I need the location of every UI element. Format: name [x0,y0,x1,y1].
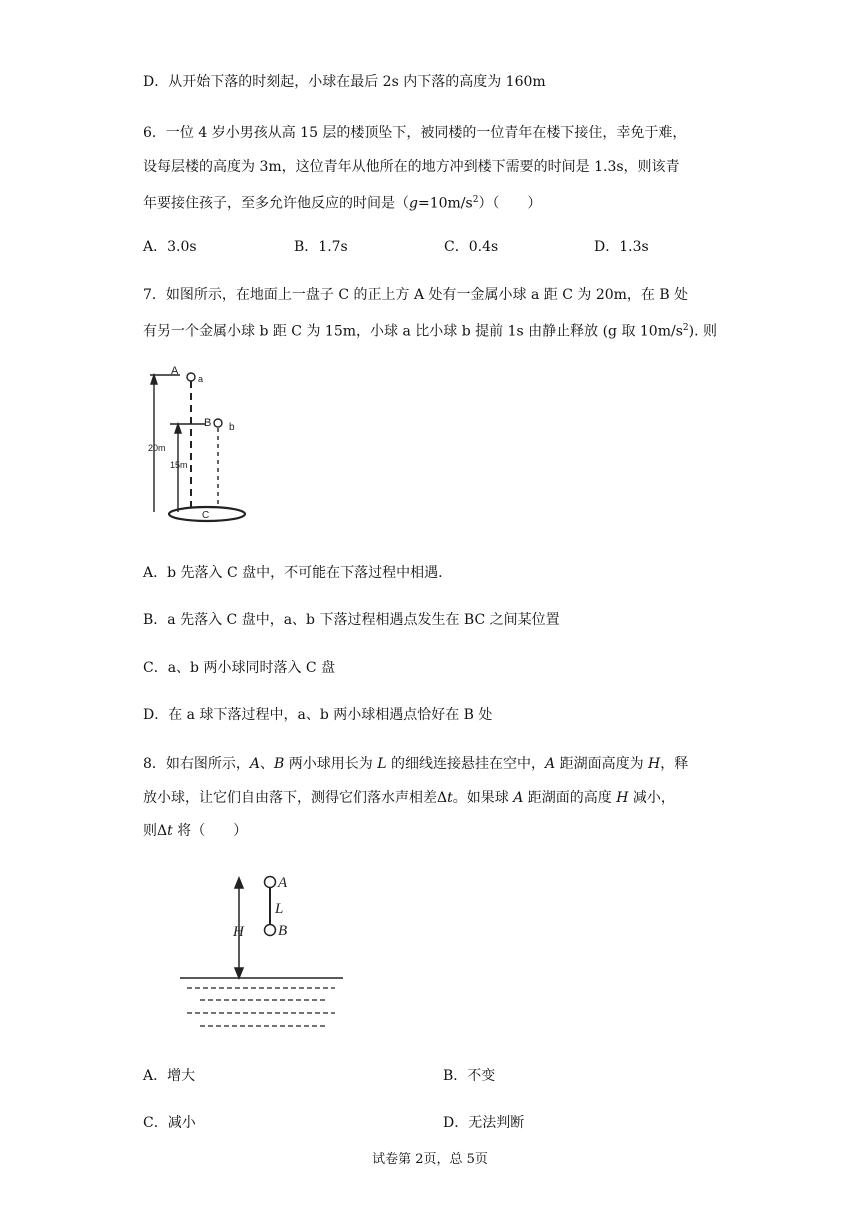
q6-g-value: =10m/s [417,195,473,212]
q6-option-d: D．1.3s [594,239,649,255]
q8-option-c: C．减小 [143,1115,196,1131]
q7-ball-a [187,373,195,381]
q8-label-h: H [233,924,244,940]
q6-option-c: C．0.4s [444,239,499,255]
q8-stem-line-3 [143,821,247,841]
q6-stem-text: 年要接住孩子，至多允许他反应的时间是（ [143,195,409,212]
q6-stem-line-2: 设每层楼的高度为 3m，这位青年从他所在的地方冲到楼下需要的时间是 1.3s，则该青 [143,159,680,175]
q8-var-a-3: A [513,790,524,806]
q8-var-t-2: t [167,823,173,839]
q6-option-a: A．3.0s [143,239,197,255]
page-footer: 试卷第 2页，总 5页 [372,1152,488,1167]
q8-var-a: A [249,756,261,772]
q8-stem-line-1 [143,754,688,774]
q7-label-15m: 15m [170,460,188,470]
q8-ball-b [265,925,276,936]
q8-text-1: 8．如右图所示， [143,756,250,772]
q8-option-d: D．无法判断 [443,1115,525,1131]
q8-text-4: 的细线连接悬挂在空中， [386,756,545,772]
q8-var-h-2: H [616,790,629,806]
q6-answer-bracket: ）（ ） [478,195,542,212]
q8-var-h: H [648,756,661,772]
q8-text-10: 减小， [628,790,675,806]
q8-option-a: A．增大 [143,1068,196,1084]
q8-text-9: 距湖面的高度 [523,790,617,806]
q7-option-b: B．a 先落入 C 盘中，a、b 下落过程相遇点发生在 BC 之间某位置 [143,612,560,628]
q7-ball-b [214,419,222,427]
q7-stem-text: 有另一个金属小球 b 距 C 为 15m，小球 a 比小球 b 提前 1s 由静止释放 (g 取 10m/s [143,323,683,340]
q8-arrowhead-bottom [235,968,243,978]
q7-arrowhead-b [175,424,181,433]
q7-stem-line-1: 7．如图所示，在地面上一盘子 C 的正上方 A 处有一金属小球 a 距 C 为 20m，在 B 处 [143,287,689,303]
q7-label-b-ball: b [229,422,235,433]
q8-text-3: 两小球用长为 [284,756,378,772]
q8-label-l: L [275,901,284,917]
q6-option-b: B．1.7s [294,239,348,255]
q8-ball-a [265,877,276,888]
q8-figure [175,868,350,1038]
q7-figure [140,362,265,527]
q8-var-a-2: A [545,756,556,772]
q7-option-a: A．b 先落入 C 盘中，不可能在下落过程中相遇. [143,565,443,581]
q7-label-c: C [202,510,210,521]
q6-stem-line-1: 6．一位 4 岁小男孩从高 15 层的楼顶坠下，被同楼的一位青年在楼下接住，幸免于难， [143,125,687,141]
q6-g-exponent: 2 [472,195,479,205]
q8-arrowhead-top [235,878,243,888]
q7-label-a-point: A [171,365,179,377]
q6-stem-line-3 [143,190,541,214]
q6-g-variable: g [409,195,418,212]
q8-label-b: B [278,923,288,939]
q8-label-a: A [278,875,288,891]
q8-var-t: t [447,790,453,806]
q7-stem-end: ). 则 [688,323,717,340]
q8-text-7: 放小球，让它们自由落下，测得它们落水声相差Δ [143,790,448,806]
q5-option-d: D．从开始下落的时刻起，小球在最后 2s 内下落的高度为 160m [143,74,546,90]
q8-option-b: B．不变 [443,1068,496,1084]
q7-arrowhead-top [151,375,157,384]
q8-var-l: L [377,756,387,772]
q8-text-6: ，释 [660,756,689,772]
q7-option-c: C．a、b 两小球同时落入 C 盘 [143,660,336,676]
q7-label-20m: 20m [148,443,166,453]
q8-text-5: 距湖面高度为 [555,756,649,772]
q8-stem-line-2 [143,788,675,808]
q8-text-8: 。如果球 [452,790,514,806]
q7-stem-line-2 [143,318,717,342]
q8-text-2: 、 [260,756,275,772]
q7-g-exponent: 2 [682,323,689,333]
q7-label-b-point: B [204,417,212,429]
q7-label-a-ball: a [198,374,204,384]
q7-option-d: D．在 a 球下落过程中，a、b 两小球相遇点恰好在 B 处 [143,707,493,723]
q8-var-b: B [274,756,285,772]
q8-text-12: 将（ ） [172,823,248,839]
q8-text-11: 则Δ [143,823,168,839]
